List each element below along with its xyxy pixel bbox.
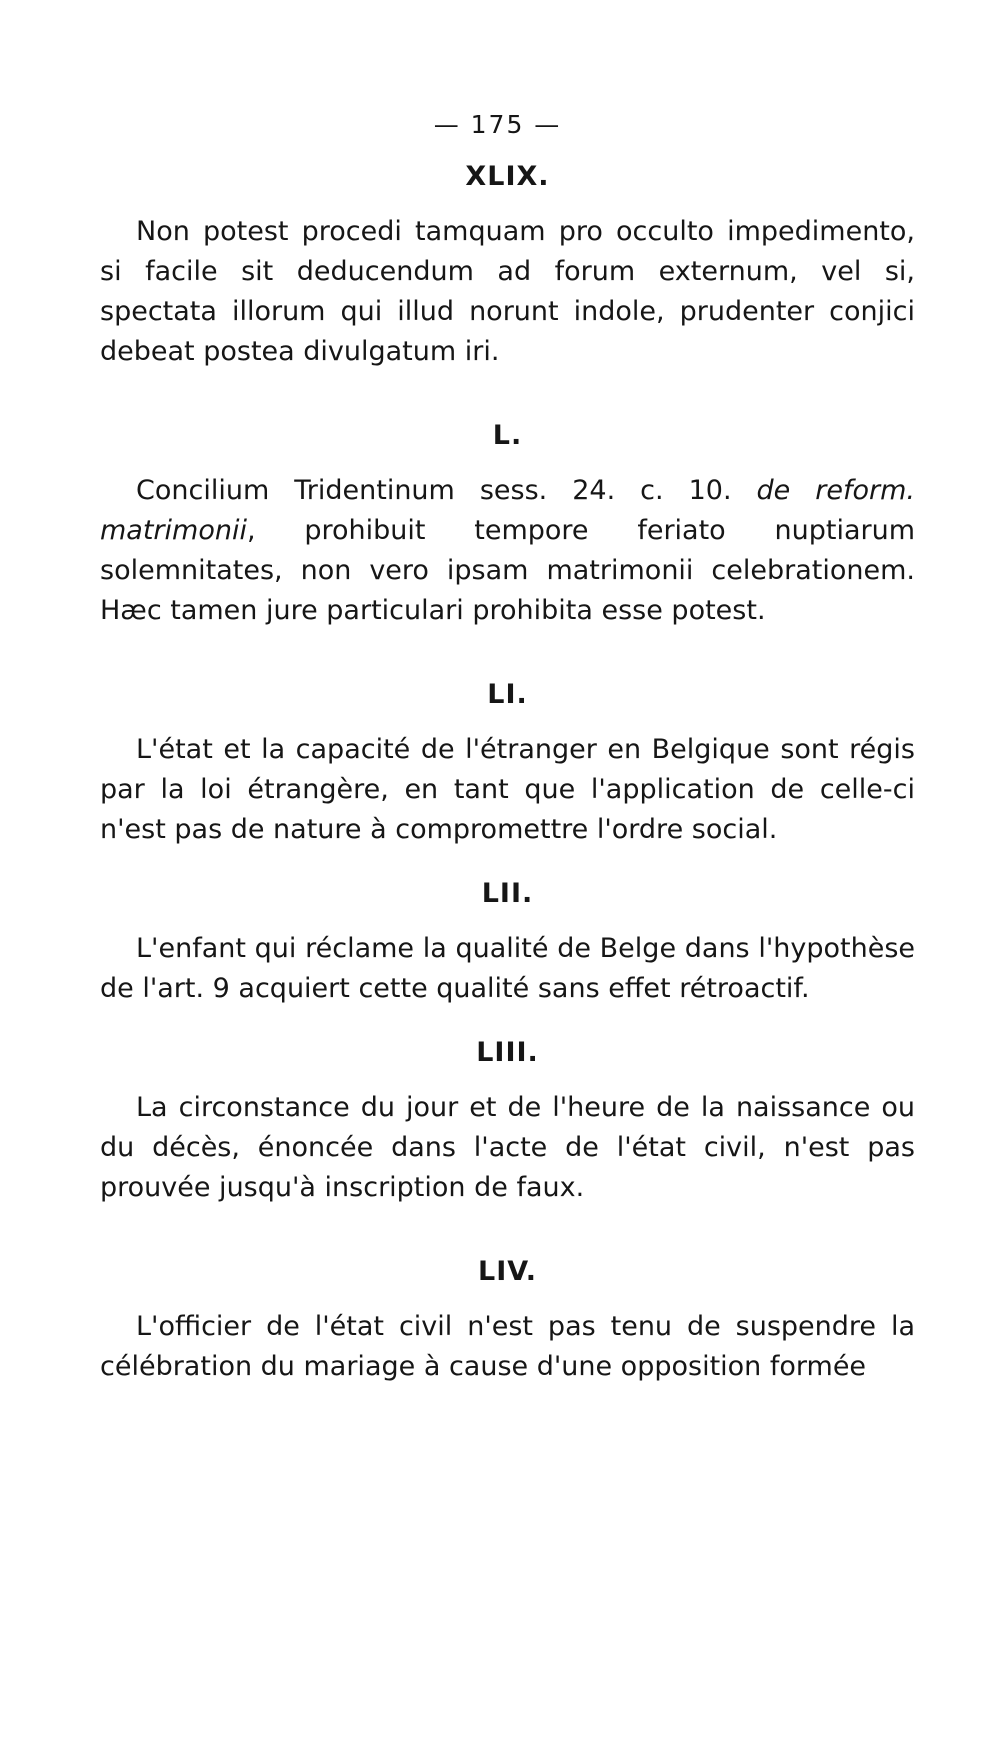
section-xlix (100, 161, 915, 372)
page-number: — 175 — (433, 110, 562, 139)
section-paragraph: L'état et la capacité de l'étranger en Belgique sont régis par la loi étrangère, en tant que l'application de celle-ci n'est pas de nature à compromettre l'ordre social. (100, 734, 915, 845)
section-paragraph: Non potest procedi tamquam pro occulto impedimento, si facile sit deducendum ad forum externum, vel si, spectata illorum qui illud norunt indole, prudenter conjici debeat postea divulgatum iri. (100, 216, 915, 367)
section-paragraph: L'officier de l'état civil n'est pas tenu de suspendre la célébration du mariage à cause d'une opposition formée (100, 1311, 915, 1382)
section-liv (100, 1256, 915, 1387)
section-heading: LIII. (476, 1037, 539, 1068)
section-li (100, 679, 915, 850)
section-paragraph: La circonstance du jour et de l'heure de la naissance ou du décès, énoncée dans l'acte de l'état civil, n'est pas prouvée jusqu'à inscription de faux. (100, 1092, 915, 1203)
section-heading: LIV. (478, 1256, 537, 1287)
section-liii (100, 1037, 915, 1208)
paragraph-text: Concilium Tridentinum sess. 24. c. 10. (136, 475, 757, 506)
section-lii (100, 878, 915, 1009)
section-heading: L. (492, 420, 523, 451)
section-paragraph: L'enfant qui réclame la qualité de Belge dans l'hypothèse de l'art. 9 acquiert cette qualité sans effet rétroactif. (100, 933, 915, 1004)
book-page (100, 110, 915, 1387)
section-heading: LII. (481, 878, 534, 909)
paragraph-text: , prohibuit tempore feriato nuptiarum solemnitates, non vero ipsam matrimonii celebrationem. Hæc tamen jure particulari prohibita esse potest. (100, 515, 915, 626)
section-paragraph (100, 471, 915, 631)
section-heading: XLIX. (465, 161, 550, 192)
italic-citation: de reform. matrimonii (100, 475, 915, 546)
section-heading: LI. (487, 679, 528, 710)
section-l (100, 420, 915, 631)
